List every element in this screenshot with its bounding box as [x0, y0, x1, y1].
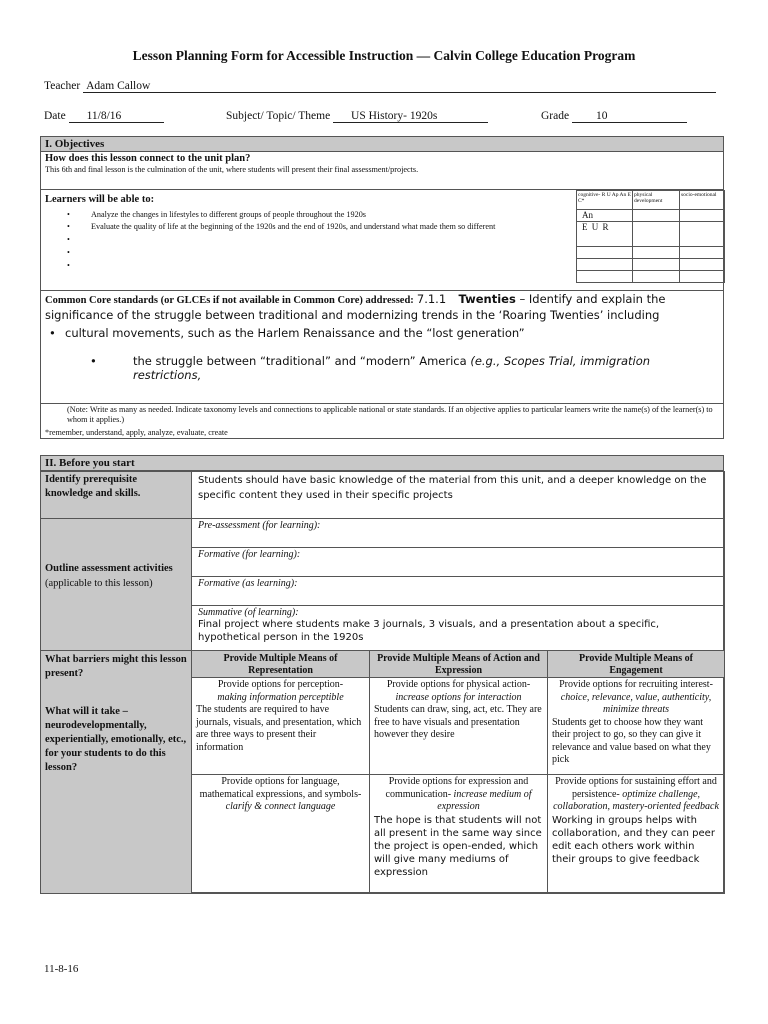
udl-physical-action: Provide options for physical action- increase options for interaction Students can draw, sing, act, etc. They are free to have visuals and presentation however they desire	[369, 677, 548, 775]
summative	[191, 605, 725, 651]
learners-area	[45, 194, 565, 271]
date-row	[44, 110, 164, 123]
page-title: Lesson Planning Form for Accessible Instruction — Calvin College Education Program	[132, 48, 636, 63]
before-header: II. Before you start	[41, 456, 723, 471]
taxonomy-cell	[679, 270, 725, 283]
summative-text: Final project where students make 3 journals, 3 visuals, and a presentation about a specific, hypothetical person in the 1920s	[198, 619, 660, 643]
grade-label: Grade	[541, 110, 570, 122]
taxonomy-cell	[632, 221, 680, 247]
col-representation-header: Provide Multiple Means of Representation	[191, 650, 370, 678]
common-core-bullet: • cultural movements, such as the Harlem Renaissance and the “lost generation”	[49, 326, 525, 340]
note-text: (Note: Write as many as needed. Indicate taxonomy levels and connections to applicable national or state standards. If an objective applies to particular learners write the name(s) of the learner(s) to whom it applies.)	[67, 405, 713, 424]
objectives-section	[40, 136, 724, 439]
footer-date: 11-8-16	[44, 963, 79, 975]
summative-label: Summative (of learning):	[198, 607, 299, 618]
pre-assessment: Pre-assessment (for learning):	[191, 518, 725, 548]
taxonomy-col-physical: physical development	[632, 190, 680, 210]
common-core-text: – Identify and explain the significance of the struggle between traditional and modernizing trends in the ‘Roaring Twenties’ including	[45, 292, 666, 322]
date-label: Date	[44, 110, 66, 122]
before-section	[40, 455, 724, 893]
col-engagement-header: Provide Multiple Means of Engagement	[547, 650, 725, 678]
barriers-cell	[40, 650, 192, 894]
udl-language: Provide options for language, mathematical expressions, and symbols- clarify & connect language	[191, 774, 370, 894]
taxonomy-cell: E U R	[576, 221, 633, 247]
common-core-bullet: • the struggle between “traditional” and “modern” America (e.g., Scopes Trial, immigration restrictions,	[90, 354, 651, 382]
objective-item-empty: •	[67, 235, 70, 244]
taxonomy-col-cognitive: cognitive- R U Ap An E C*	[576, 190, 633, 210]
objective-item: • Evaluate the quality of life at the beginning of the 1920s and the end of 1920s, and understand what made them so different	[67, 222, 496, 231]
udl-perception: Provide options for perception- making information perceptible The students are required to have journals, visuals, and presentation, which are three ways to present their information	[191, 677, 370, 775]
outline-sublabel: (applicable to this lesson)	[45, 578, 153, 589]
taxonomy-cell	[679, 221, 725, 247]
udl-expression: Provide options for expression and communication- increase medium of expression The hope is that students will not all present in the same way since the project is open-ended, which will give many mediums of expression	[369, 774, 548, 894]
date-value: 11/8/16	[69, 110, 164, 123]
taxonomy-footnote: *remember, understand, apply, analyze, evaluate, create	[45, 428, 228, 437]
subject-value: US History- 1920s	[333, 110, 488, 123]
taxonomy-cell	[576, 270, 633, 283]
udl-sustaining-effort: Provide options for sustaining effort and persistence- optimize challenge, collaboration, mastery-oriented feedback Working in groups helps with collaboration, and they can peer edit each others work within their groups to give feedback	[547, 774, 725, 894]
prereq-label: Identify prerequisite knowledge and skills.	[40, 471, 192, 519]
outline-label: Outline assessment activities	[45, 563, 173, 574]
unit-connection	[41, 152, 723, 190]
formative-for-learning: Formative (for learning):	[191, 547, 725, 577]
taxonomy-cell: An	[576, 209, 633, 222]
teacher-row	[44, 80, 724, 93]
formative-as-learning: Formative (as learning):	[191, 576, 725, 606]
udl-recruiting-interest: Provide options for recruiting interest- choice, relevance, value, authenticity, minimize threats Students get to choose how they want their project to go, so they can give it relevance and value based on what they pick	[547, 677, 725, 775]
barriers-question: What barriers might this lesson present?	[45, 654, 187, 679]
common-core-label: Common Core standards (or GLCEs if not available in Common Core) addressed:	[45, 295, 414, 306]
subject-row	[226, 110, 488, 123]
teacher-label: Teacher	[44, 80, 81, 92]
objective-item-empty: •	[67, 248, 70, 257]
unit-connection-answer: This 6th and final lesson is the culmination of the unit, where students will present their final assessment/projects.	[45, 165, 419, 174]
grade-row	[541, 110, 687, 123]
learners-label: Learners will be able to:	[45, 194, 155, 205]
taxonomy-cell	[632, 270, 680, 283]
unit-connection-question: How does this lesson connect to the unit plan?	[45, 153, 251, 164]
taxonomy-col-socio: socio-emotional	[679, 190, 725, 210]
objectives-header: I. Objectives	[41, 137, 723, 152]
objective-item: • Analyze the changes in lifestyles to different groups of people throughout the 1920s	[67, 210, 366, 219]
common-core-code: 7.1.1	[416, 292, 447, 306]
outline-label-cell	[40, 518, 192, 651]
prereq-text: Students should have basic knowledge of the material from this unit, and a deeper knowledge on the specific content they used in their specific projects	[191, 471, 725, 519]
col-action-header: Provide Multiple Means of Action and Expression	[369, 650, 548, 678]
taxonomy-grid	[576, 190, 724, 290]
take-question: What will it take – neurodevelopmentally, experientially, emotionally, etc., for your students to do this lesson?	[45, 706, 187, 773]
teacher-value: Adam Callow	[83, 80, 716, 93]
subject-label: Subject/ Topic/ Theme	[226, 110, 331, 122]
common-core-topic: Twenties	[458, 292, 516, 306]
objectives-note	[41, 403, 723, 425]
grade-value: 10	[572, 110, 687, 123]
objective-item-empty: •	[67, 261, 70, 270]
objective-list	[45, 209, 565, 271]
common-core-block	[41, 290, 723, 402]
